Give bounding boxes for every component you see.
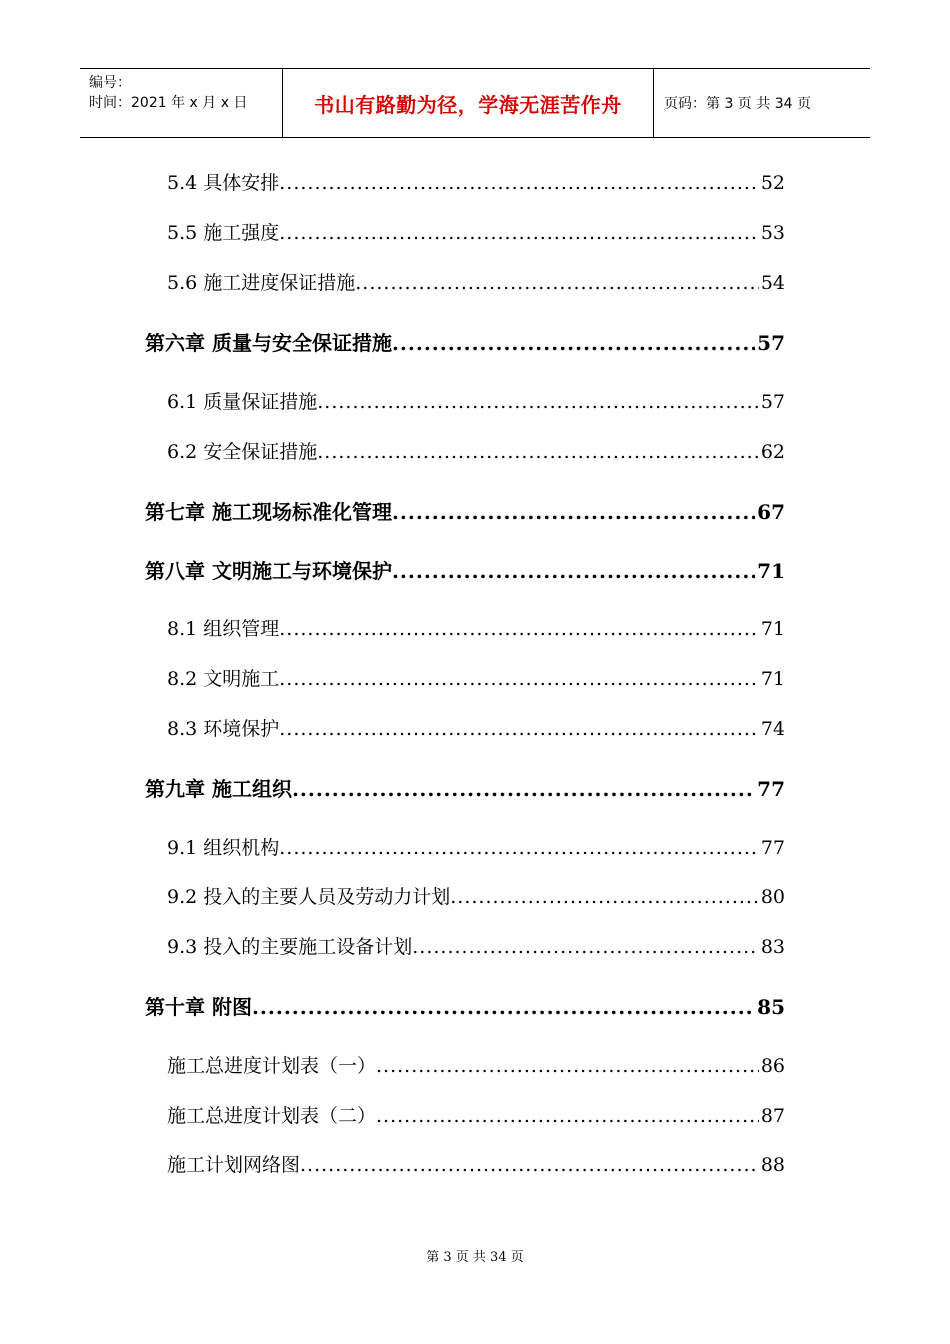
toc-leader-dots (279, 668, 759, 690)
toc-leader-dots (412, 936, 759, 958)
toc-entry-page-number: 77 (760, 837, 785, 859)
toc-entry-page-number: 83 (760, 936, 785, 958)
toc-leader-dots (376, 1105, 759, 1127)
toc-section-entry[interactable] (167, 437, 785, 467)
toc-entry-title: 施工总进度计划表（二） (167, 1105, 377, 1127)
toc-leader-dots (355, 272, 759, 294)
toc-entry-title: 9.3 投入的主要施工设备计划 (167, 936, 413, 958)
toc-section-entry[interactable] (167, 1101, 785, 1131)
toc-entry-page-number: 88 (760, 1154, 785, 1176)
toc-leader-dots (392, 500, 755, 524)
toc-entry-title: 第七章 施工现场标准化管理 (145, 500, 392, 524)
toc-entry-page-number: 85 (757, 995, 785, 1019)
header-motto: 书山有路勤为径，学海无涯苦作舟 (282, 69, 654, 137)
toc-leader-dots (279, 718, 759, 740)
toc-section-entry[interactable] (167, 833, 785, 863)
toc-entry-title: 9.1 组织机构 (167, 837, 280, 859)
toc-section-entry[interactable] (167, 882, 785, 912)
toc-leader-dots (279, 172, 759, 194)
toc-entry-title: 施工计划网络图 (167, 1154, 301, 1176)
toc-entry-page-number: 62 (760, 441, 785, 463)
toc-section-entry[interactable] (167, 268, 785, 298)
toc-entry-title: 6.2 安全保证措施 (167, 441, 318, 463)
toc-leader-dots (376, 1055, 759, 1077)
toc-entry-page-number: 71 (757, 559, 785, 583)
toc-entry-title: 6.1 质量保证措施 (167, 391, 318, 413)
toc-entry-title: 第八章 文明施工与环境保护 (145, 559, 392, 583)
toc-section-entry[interactable] (167, 168, 785, 198)
toc-chapter-entry[interactable] (145, 991, 785, 1021)
toc-entry-title: 8.2 文明施工 (167, 668, 280, 690)
toc-leader-dots (279, 222, 759, 244)
toc-entry-title: 5.4 具体安排 (167, 172, 280, 194)
toc-chapter-entry[interactable] (145, 555, 785, 585)
toc-entry-title: 第六章 质量与安全保证措施 (145, 331, 392, 355)
toc-leader-dots (450, 886, 759, 908)
toc-entry-title: 8.3 环境保护 (167, 718, 280, 740)
toc-leader-dots (317, 441, 759, 463)
header-meta (80, 69, 282, 137)
toc-entry-page-number: 71 (760, 668, 785, 690)
toc-section-entry[interactable] (167, 714, 785, 744)
toc-section-entry[interactable] (167, 664, 785, 694)
toc-leader-dots (279, 837, 759, 859)
toc-entry-page-number: 53 (760, 222, 785, 244)
toc-entry-page-number: 52 (760, 172, 785, 194)
toc-entry-page-number: 54 (760, 272, 785, 294)
toc-entry-title: 8.1 组织管理 (167, 618, 280, 640)
toc-leader-dots (279, 618, 759, 640)
page-header (80, 68, 870, 138)
toc-leader-dots (300, 1154, 759, 1176)
toc-entry-title: 5.6 施工进度保证措施 (167, 272, 356, 294)
document-date: 时间：2021 年 x 月 x 日 (89, 95, 248, 111)
toc-entry-page-number: 57 (757, 331, 785, 355)
toc-entry-page-number: 77 (757, 777, 785, 801)
toc-entry-title: 第十章 附图 (145, 995, 252, 1019)
toc-entry-title: 5.5 施工强度 (167, 222, 280, 244)
toc-section-entry[interactable] (167, 218, 785, 248)
toc-leader-dots (292, 777, 755, 801)
toc-chapter-entry[interactable] (145, 496, 785, 526)
toc-leader-dots (392, 559, 755, 583)
page-footer: 第 3 页 共 34 页 (426, 1250, 524, 1265)
toc-entry-page-number: 71 (760, 618, 785, 640)
toc-chapter-entry[interactable] (145, 773, 785, 803)
toc-leader-dots (252, 995, 755, 1019)
toc-entry-page-number: 87 (760, 1105, 785, 1127)
toc-section-entry[interactable] (167, 614, 785, 644)
toc-section-entry[interactable] (167, 1051, 785, 1081)
toc-entry-page-number: 67 (757, 500, 785, 524)
toc-leader-dots (317, 391, 759, 413)
toc-leader-dots (392, 331, 755, 355)
header-page-info: 页码：第 3 页 共 34 页 (664, 96, 811, 112)
toc-entry-title: 9.2 投入的主要人员及劳动力计划 (167, 886, 451, 908)
toc-entry-page-number: 86 (760, 1055, 785, 1077)
toc-chapter-entry[interactable] (145, 327, 785, 357)
toc-section-entry[interactable] (167, 932, 785, 962)
toc-entry-title: 施工总进度计划表（一） (167, 1055, 377, 1077)
toc-section-entry[interactable] (167, 387, 785, 417)
toc-entry-page-number: 74 (760, 718, 785, 740)
toc-entry-page-number: 80 (760, 886, 785, 908)
document-number: 编号： (89, 75, 131, 91)
toc-entry-title: 第九章 施工组织 (145, 777, 292, 801)
toc-entry-page-number: 57 (760, 391, 785, 413)
toc-section-entry[interactable] (167, 1150, 785, 1180)
